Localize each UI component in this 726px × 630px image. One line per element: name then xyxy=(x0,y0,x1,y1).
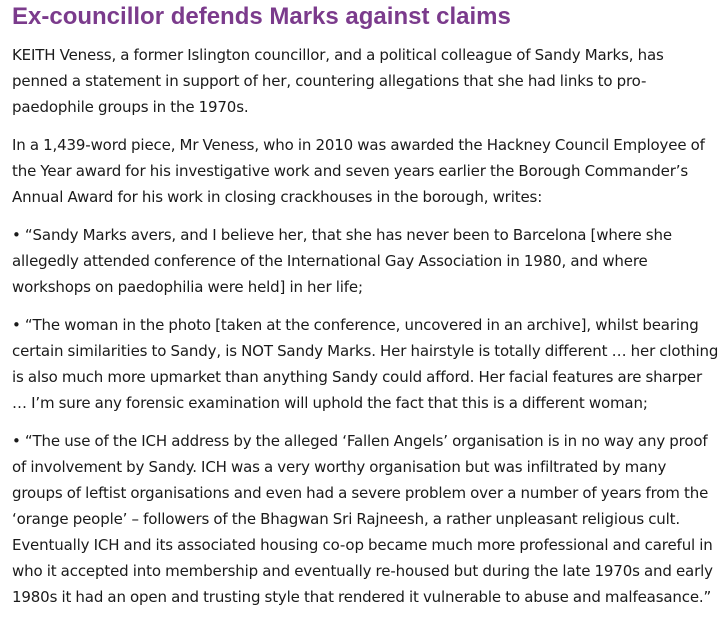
article-quote-bullet-barcelona: • “Sandy Marks avers, and I believe her, that she has never been to Barcelona [where she allegedly attended conference of the International Gay Association in 1980, and where workshops on paedophilia were held] in her life; xyxy=(12,226,672,296)
article-quote-bullet-photo: • “The woman in the photo [taken at the conference, uncovered in an archive], whilst bearing certain similarities to Sandy, is NOT Sandy Marks. Her hairstyle is totally different … her clothing is also much more upmarket than anything Sandy could afford. Her facial features are sharper … I’m sure any forensic examination will uphold the fact that this is a different woman; xyxy=(12,316,719,412)
article-paragraph-intro: KEITH Veness, a former Islington councillor, and a political colleague of Sandy Marks, has penned a statement in support of her, countering allegations that she had links to pro-paedophile groups in the 1970s. xyxy=(12,46,664,116)
article-paragraph-context: In a 1,439-word piece, Mr Veness, who in 2010 was awarded the Hackney Council Employee of the Year award for his investigative work and seven years earlier the Borough Commander’s Annual Award for his work in closing crackhouses in the borough, writes: xyxy=(12,136,705,206)
article-headline: Ex-councillor defends Marks against claims xyxy=(12,3,511,30)
article xyxy=(12,0,720,610)
article-quote-bullet-ich-address: • “The use of the ICH address by the alleged ‘Fallen Angels’ organisation is in no way any proof of involvement by Sandy. ICH was a very worthy organisation but was infiltrated by many groups of leftist organisations and even had a severe problem over a number of years from the ‘orange people’ – followers of the Bhagwan Sri Rajneesh, a rather unpleasant religious cult. Eventually ICH and its associated housing co-op became much more professional and careful in who it accepted into membership and eventually re-housed but during the late 1970s and early 1980s it had an open and trusting style that rendered it vulnerable to abuse and malfeasance.” xyxy=(12,432,713,606)
